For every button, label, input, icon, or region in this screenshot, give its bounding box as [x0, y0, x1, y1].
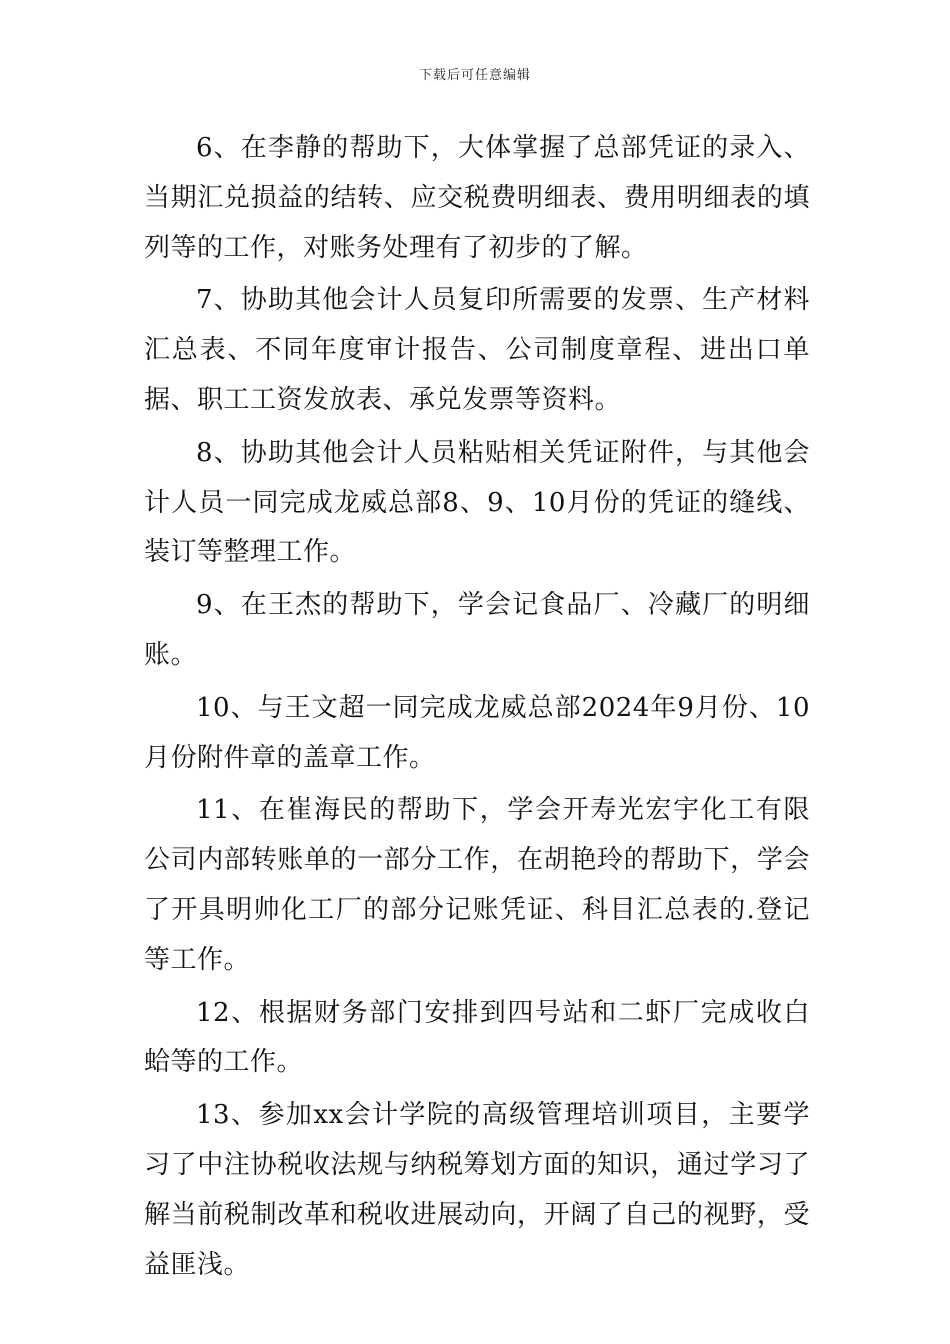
paragraph-item-6: 6、在李静的帮助下，大体掌握了总部凭证的录入、当期汇兑损益的结转、应交税费明细表、费用明细表的填列等的工作，对账务处理有了初步的了解。 [144, 133, 810, 263]
paragraph-item-8: 8、协助其他会计人员粘贴相关凭证附件，与其他会计人员一同完成龙威总部8、9、10月份的凭证的缝线、装订等整理工作。 [144, 437, 810, 568]
document-body [144, 124, 810, 1293]
paragraph-item-11: 11、在崔海民的帮助下，学会开寿光宏宇化工有限公司内部转账单的一部分工作，在胡艳玲的帮助下，学会了开具明帅化工厂的部分记账凭证、科目汇总表的.登记等工作。 [144, 795, 810, 975]
paragraph-item-12: 12、根据财务部门安排到四号站和二虾厂完成收白蛤等的工作。 [144, 997, 810, 1078]
paragraph-item-9: 9、在王杰的帮助下，学会记食品厂、冷藏厂的明细账。 [144, 590, 810, 670]
header-note: 下载后可任意编辑 [418, 68, 531, 83]
paragraph-item-10: 10、与王文超一同完成龙威总部2024年9月份、10月份附件章的盖章工作。 [144, 692, 810, 773]
paragraph-item-13: 13、参加xx会计学院的高级管理培训项目，主要学习了中注协税收法规与纳税筹划方面的知识，通过学习了解当前税制改革和税收进展动向，开阔了自己的视野，受益匪浅。 [144, 1100, 810, 1280]
paragraph-item-7: 7、协助其他会计人员复印所需要的发票、生产材料汇总表、不同年度审计报告、公司制度章程、进出口单据、职工工资发放表、承兑发票等资料。 [144, 285, 810, 415]
